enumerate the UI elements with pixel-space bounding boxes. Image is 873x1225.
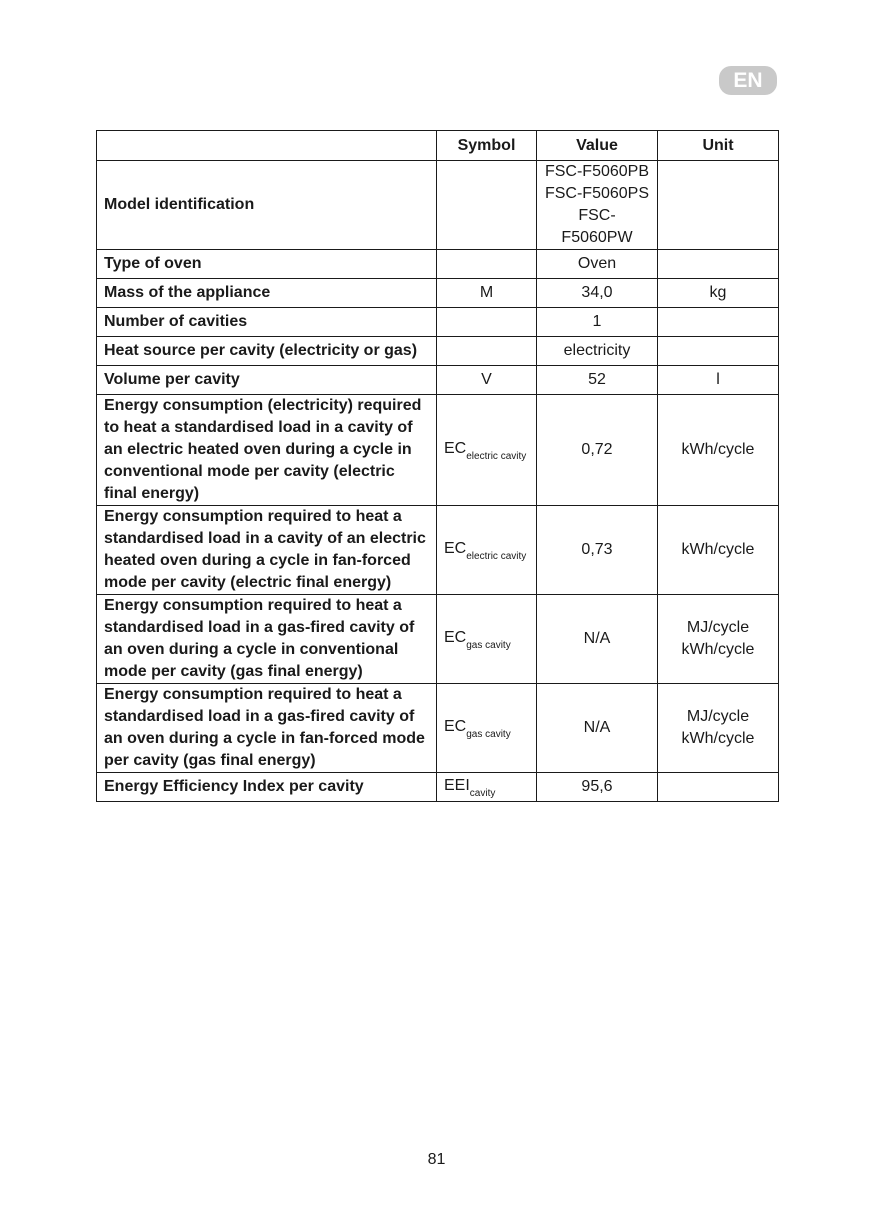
unit-line: kWh/cycle bbox=[681, 730, 755, 747]
energy-specification-table bbox=[96, 130, 779, 802]
symbol-text: EC bbox=[444, 540, 467, 557]
unit-cell bbox=[658, 337, 779, 366]
symbol-subscript: gas cavity bbox=[466, 640, 511, 651]
symbol-cell bbox=[437, 250, 537, 279]
symbol-cell bbox=[437, 506, 537, 595]
symbol-cell bbox=[437, 366, 537, 395]
parameter-cell: Energy consumption required to heat a standardised load in a gas-fired cavity of an oven during a cycle in fan-forced mode per cavity (gas final energy) bbox=[97, 684, 437, 773]
symbol-cell bbox=[437, 308, 537, 337]
header-unit: Unit bbox=[658, 131, 779, 161]
value-cell bbox=[537, 684, 658, 773]
value-line: 52 bbox=[588, 371, 606, 388]
symbol-cell bbox=[437, 279, 537, 308]
unit-line: MJ/cycle bbox=[686, 708, 750, 725]
value-line: 34,0 bbox=[581, 284, 613, 301]
value-cell bbox=[537, 308, 658, 337]
value-cell bbox=[537, 337, 658, 366]
parameter-cell: Heat source per cavity (electricity or gas) bbox=[97, 337, 437, 366]
value-line: 0,73 bbox=[581, 541, 613, 558]
unit-line: kg bbox=[709, 284, 727, 301]
parameter-cell: Energy consumption (electricity) required to heat a standardised load in a cavity of an electric heated oven during a cycle in conventional mode per cavity (electric final energy) bbox=[97, 395, 437, 506]
parameter-cell: Model identification bbox=[97, 161, 437, 250]
unit-line: MJ/cycle bbox=[686, 619, 750, 636]
unit-cell bbox=[658, 395, 779, 506]
value-cell bbox=[537, 395, 658, 506]
unit-cell bbox=[658, 773, 779, 802]
value-cell bbox=[537, 250, 658, 279]
unit-line: l bbox=[716, 371, 720, 388]
value-line: 1 bbox=[592, 313, 602, 330]
value-cell bbox=[537, 279, 658, 308]
table-row bbox=[97, 595, 779, 684]
parameter-cell: Energy consumption required to heat a standardised load in a gas-fired cavity of an oven during a cycle in conventional mode per cavity (gas final energy) bbox=[97, 595, 437, 684]
symbol-cell bbox=[437, 773, 537, 802]
parameter-cell: Mass of the appliance bbox=[97, 279, 437, 308]
unit-cell bbox=[658, 506, 779, 595]
value-line: Oven bbox=[577, 255, 617, 272]
table-header-row bbox=[97, 131, 779, 161]
symbol-subscript: cavity bbox=[469, 788, 496, 799]
unit-line: kWh/cycle bbox=[681, 541, 755, 558]
symbol-text: EC bbox=[444, 629, 467, 646]
unit-cell bbox=[658, 279, 779, 308]
page-number: 81 bbox=[427, 1151, 446, 1168]
symbol-text: EC bbox=[444, 440, 467, 457]
table-row bbox=[97, 308, 779, 337]
unit-cell bbox=[658, 366, 779, 395]
symbol-cell bbox=[437, 337, 537, 366]
symbol-cell bbox=[437, 395, 537, 506]
value-line: N/A bbox=[583, 630, 611, 647]
symbol-cell bbox=[437, 684, 537, 773]
parameter-cell: Energy consumption required to heat a standardised load in a cavity of an electric heated oven during a cycle in fan-forced mode per cavity (electric final energy) bbox=[97, 506, 437, 595]
unit-cell bbox=[658, 684, 779, 773]
symbol-text: M bbox=[479, 284, 494, 301]
value-cell bbox=[537, 506, 658, 595]
parameter-cell: Volume per cavity bbox=[97, 366, 437, 395]
unit-cell bbox=[658, 250, 779, 279]
symbol-subscript: electric cavity bbox=[466, 451, 527, 462]
parameter-cell: Energy Efficiency Index per cavity bbox=[97, 773, 437, 802]
language-badge: EN bbox=[719, 66, 777, 95]
table-row bbox=[97, 161, 779, 250]
table-row bbox=[97, 366, 779, 395]
symbol-subscript: electric cavity bbox=[466, 551, 527, 562]
parameter-cell: Number of cavities bbox=[97, 308, 437, 337]
symbol-cell bbox=[437, 161, 537, 250]
unit-cell bbox=[658, 161, 779, 250]
table-row bbox=[97, 506, 779, 595]
value-line: FSC-F5060PS bbox=[544, 185, 650, 202]
unit-line: kWh/cycle bbox=[681, 641, 755, 658]
symbol-text: V bbox=[481, 371, 492, 388]
table-row bbox=[97, 250, 779, 279]
unit-cell bbox=[658, 308, 779, 337]
parameter-cell: Type of oven bbox=[97, 250, 437, 279]
value-line: FSC-F5060PB bbox=[544, 163, 650, 180]
table-row bbox=[97, 773, 779, 802]
value-line: N/A bbox=[583, 719, 611, 736]
table-row bbox=[97, 684, 779, 773]
value-cell bbox=[537, 366, 658, 395]
unit-line: kWh/cycle bbox=[681, 441, 755, 458]
value-line: electricity bbox=[563, 342, 631, 359]
table-row bbox=[97, 279, 779, 308]
value-line: 0,72 bbox=[581, 441, 613, 458]
value-cell bbox=[537, 595, 658, 684]
symbol-cell bbox=[437, 595, 537, 684]
unit-cell bbox=[658, 595, 779, 684]
header-value: Value bbox=[537, 131, 658, 161]
value-cell bbox=[537, 161, 658, 250]
header-symbol: Symbol bbox=[437, 131, 537, 161]
symbol-text: EC bbox=[444, 718, 467, 735]
table-row bbox=[97, 395, 779, 506]
symbol-text: EEI bbox=[444, 777, 470, 794]
table-row bbox=[97, 337, 779, 366]
value-line: 95,6 bbox=[581, 778, 613, 795]
header-parameter bbox=[97, 131, 437, 161]
symbol-subscript: gas cavity bbox=[466, 729, 511, 740]
value-line: FSC-F5060PW bbox=[561, 207, 633, 246]
value-cell bbox=[537, 773, 658, 802]
